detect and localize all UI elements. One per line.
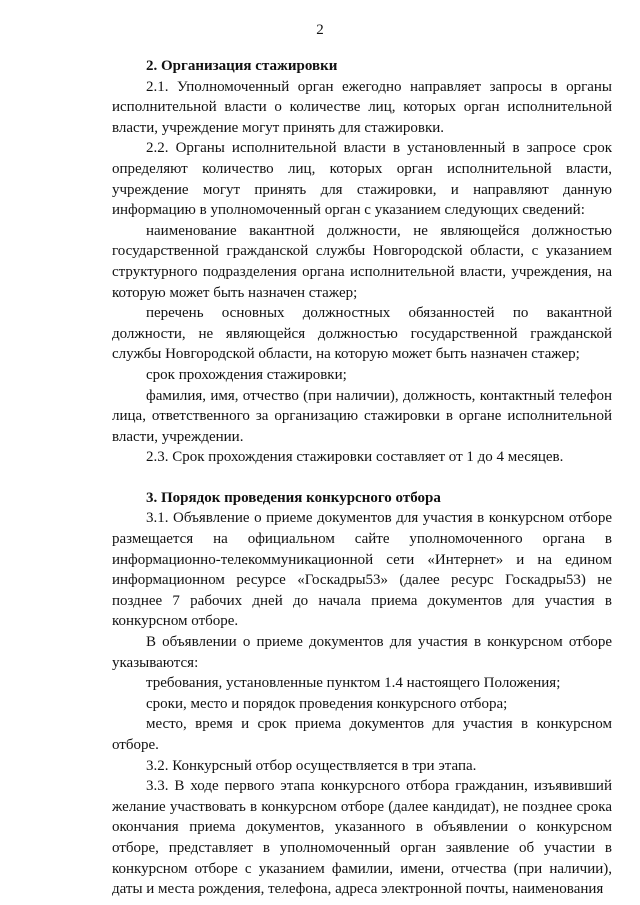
- section-gap: [112, 468, 612, 488]
- section-3-heading: 3. Порядок проведения конкурсного отбора: [146, 489, 441, 506]
- list-item-document-reception: место, время и срок приема документов для участия в конкурсном отборе.: [112, 716, 612, 753]
- page-number: 2: [316, 22, 324, 38]
- paragraph-3-3: 3.3. В ходе первого этапа конкурсного отбора гражданин, изъявивший желание участвовать в конкурсном отборе (далее кандидат), не позднее срока окончания приема документов, указанного в объявлении о конкурсном отборе, представляет в уполномоченный орган заявление об участии в конкурсном отборе с указанием фамилии, имени, отчества (при наличии), даты и места рождения, телефона, адреса электронной почты, наименования: [112, 778, 612, 898]
- document-body: [112, 56, 612, 900]
- paragraph-2-1: 2.1. Уполномоченный орган ежегодно направляет запросы в органы исполнительной власти о количестве лиц, которых орган исполнительной власти, учреждение могут принять для стажировки.: [112, 78, 612, 136]
- paragraph-3-1: 3.1. Объявление о приеме документов для участия в конкурсном отборе размещается на официальном сайте уполномоченного органа в информационно-телекоммуникационной сети «Интернет» и на едином информационном ресурсе «Госкадры53» (далее ресурс Госкадры53) не позднее 7 рабочих дней до начала приема документов для участия в конкурсном отборе.: [112, 510, 612, 630]
- list-item-responsible-person: фамилия, имя, отчество (при наличии), должность, контактный телефон лица, ответственного за организацию стажировки в органе исполнительной власти, учреждении.: [112, 387, 612, 445]
- paragraph-2-3: 2.3. Срок прохождения стажировки составляет от 1 до 4 месяцев.: [146, 449, 564, 466]
- paragraph-3-2: 3.2. Конкурсный отбор осуществляется в три этапа.: [146, 757, 477, 774]
- list-item-vacancy-name: наименование вакантной должности, не являющейся должностью государственной гражданской службы Новгородской области, с указанием структурного подразделения органа исполнительной власти, учреждения, на которую может быть назначен стажер;: [112, 222, 612, 301]
- list-item-requirements: требования, установленные пунктом 1.4 настоящего Положения;: [146, 675, 561, 692]
- paragraph-announcement-contents: В объявлении о приеме документов для участия в конкурсном отборе указываются:: [112, 634, 612, 671]
- section-2-heading: 2. Организация стажировки: [146, 58, 338, 74]
- paragraph-2-2: 2.2. Органы исполнительной власти в установленный в запросе срок определяют количество лиц, которых орган исполнительной власти, учреждение могут принять для стажировки, и направляют данную информацию в уполномоченный орган с указанием следующих сведений:: [112, 140, 612, 219]
- list-item-term: срок прохождения стажировки;: [146, 366, 347, 383]
- list-item-dates-place: сроки, место и порядок проведения конкурсного отбора;: [146, 695, 508, 712]
- list-item-duties: перечень основных должностных обязанностей по вакантной должности, не являющейся должностью государственной гражданской службы Новгородской области, на которую может быть назначен стажер;: [112, 305, 612, 363]
